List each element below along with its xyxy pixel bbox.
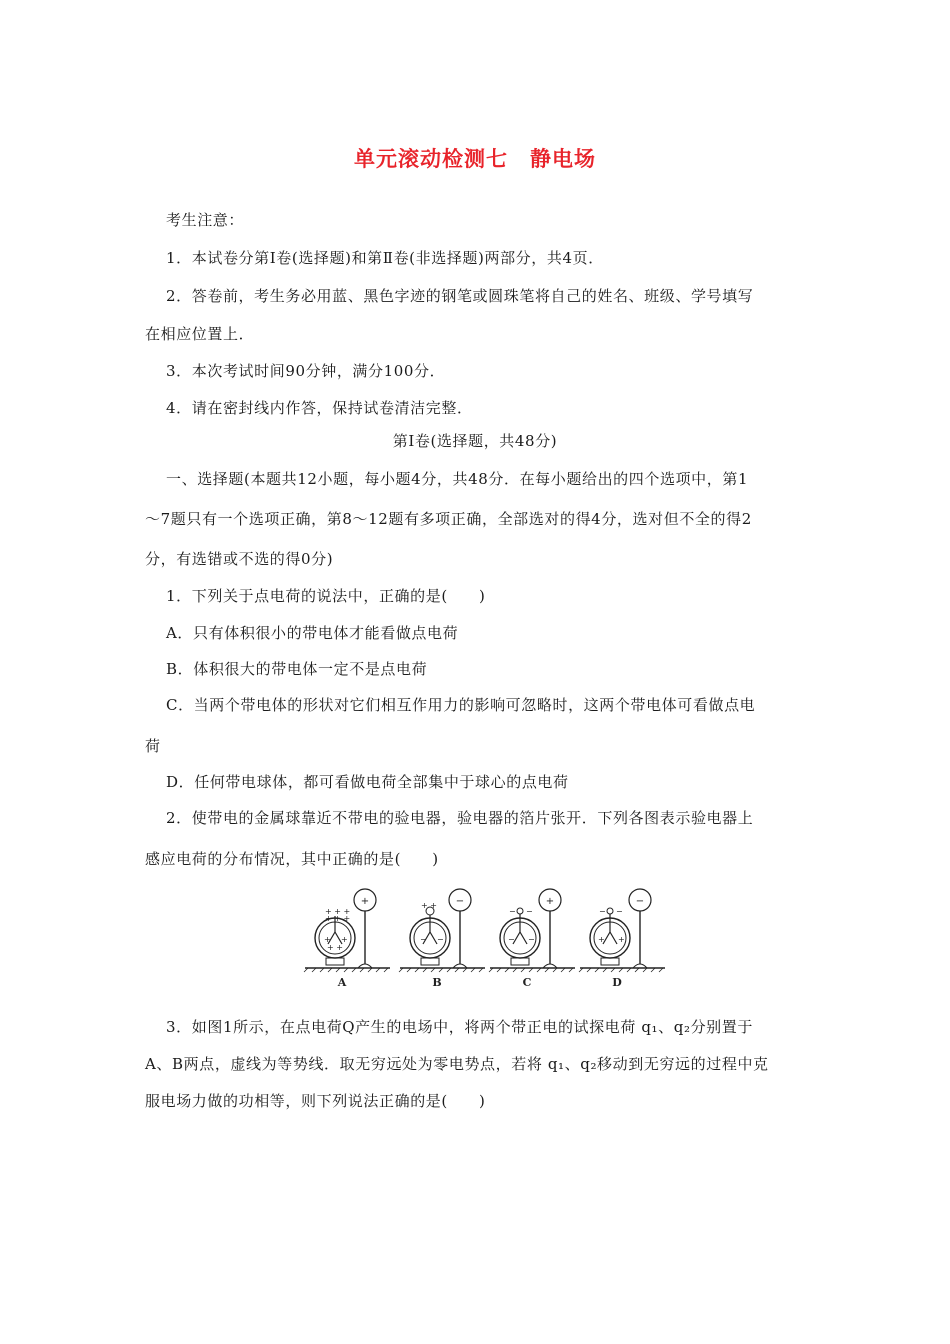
charge-sign: + [618,935,625,944]
ball-sign: + [360,896,370,907]
charge-sign: + [341,935,348,944]
notice-item: 4．请在密封线内作答，保持试卷清洁完整． [166,399,473,417]
instruction-line: ～7题只有一个选项正确，第8～12题有多项正确，全部选对的得4分，选对但不全的得2 [145,510,752,528]
electroscope-panel-c [489,889,575,989]
electroscope-panel-d [579,889,665,989]
instruction-line: 分，有选错或不选的得0分) [145,550,334,568]
panel-label: D [612,976,622,989]
ball-sign: − [635,896,645,907]
q1-option-d: D．任何带电球体，都可看做电荷全部集中于球心的点电荷 [166,773,569,791]
electroscope-figure [300,880,670,995]
electroscope-panel-b [399,889,485,989]
charge-sign: + [598,935,605,944]
charge-sign: + [324,935,331,944]
notice-heading: 考生注意： [166,211,245,229]
q1-option-a: A．只有体积很小的带电体才能看做点电荷 [166,624,459,642]
question-1-stem: 1．下列关于点电荷的说法中，正确的是( ) [166,587,486,605]
ball-sign: − [455,896,465,907]
q1-option-b: B．体积很大的带电体一定不是点电荷 [166,660,428,678]
panel-label: A [337,976,347,989]
charge-sign: − [420,935,427,944]
panel-label: C [522,976,532,989]
charge-sign: − [437,935,444,944]
charge-sign: + + + [325,907,351,916]
charge-sign: − [508,935,515,944]
electroscope-panel-a [304,889,390,989]
notice-item: 3．本次考试时间90分钟，满分100分． [166,362,446,380]
charge-sign: + + + [325,914,351,923]
charge-sign: − [599,907,606,916]
charge-sign: − [526,907,533,916]
question-3-stem-cont: A、B两点，虚线为等势线．取无穷远处为零电势点，若将 q₁、q₂移动到无穷远的过程中克 [145,1055,769,1073]
panel-label: B [432,976,442,989]
question-2-stem: 2．使带电的金属球靠近不带电的验电器，验电器的箔片张开．下列各图表示验电器上 [166,809,754,827]
charge-sign: − [509,907,516,916]
charge-sign: + + [421,901,437,910]
question-3-stem-cont: 服电场力做的功相等，则下列说法正确的是( ) [145,1092,486,1110]
question-2-stem-cont: 感应电荷的分布情况，其中正确的是( ) [145,850,439,868]
q1-option-c: C．当两个带电体的形状对它们相互作用力的影响可忽略时，这两个带电体可看做点电 [166,696,756,714]
charge-sign: − [616,907,623,916]
section-title: 第Ⅰ卷(选择题，共48分) [392,432,558,450]
question-3-stem: 3．如图1所示，在点电荷Q产生的电场中，将两个带正电的试探电荷 q₁、q₂分别置于 [166,1018,753,1036]
q1-option-c-cont: 荷 [145,737,161,755]
charge-sign: + + [327,943,343,952]
instruction-line: 一、选择题(本题共12小题，每小题4分，共48分．在每小题给出的四个选项中，第1 [166,470,749,488]
ball-sign: + [545,896,555,907]
notice-item: 2．答卷前，考生务必用蓝、黑色字迹的钢笔或圆珠笔将自己的姓名、班级、学号填写 [166,287,754,305]
notice-item: 在相应位置上． [145,325,255,343]
charge-sign: − [528,935,535,944]
notice-item: 1．本试卷分第Ⅰ卷(选择题)和第Ⅱ卷(非选择题)两部分，共4页． [166,249,604,267]
page-title: 单元滚动检测七 静电场 [354,147,596,171]
